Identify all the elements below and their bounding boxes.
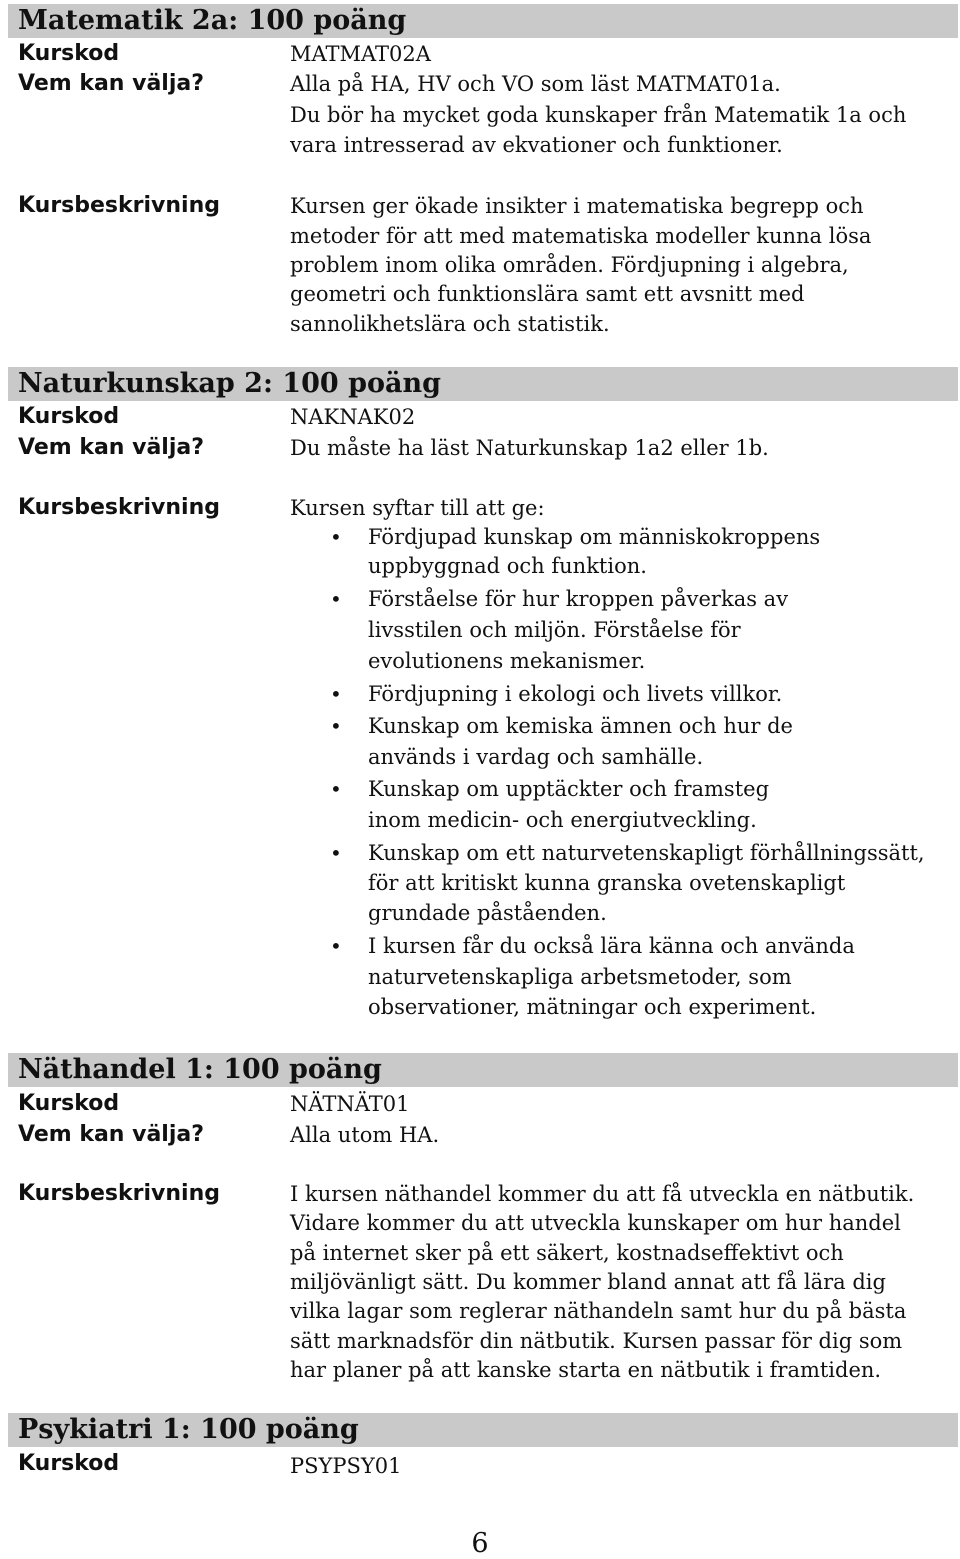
description-line: I kursen näthandel kommer du att få utveckla en nätbutik. [290,1182,915,1206]
bullet-line: Fördjupad kunskap om människokroppens [368,525,821,549]
bullet-line: evolutionens mekanismer. [368,649,646,673]
bullet-line: för att kritiskt kunna granska ovetenskapligt [368,871,846,895]
course-code-value: PSYPSY01 [290,1454,402,1478]
page-number: 6 [471,1528,489,1559]
description-line: miljövänligt sätt. Du kommer bland annat att få lära dig [290,1270,886,1294]
description-line: sätt marknadsför din nätbutik. Kursen passar för dig som [290,1329,903,1353]
kurskod-label: Kurskod [18,1091,120,1116]
bullet-line: I kursen får du också lära känna och använda [368,934,855,958]
course-title-matematik: Matematik 2a: 100 poäng [8,4,958,38]
kurskod-label: Kurskod [18,404,120,429]
course-code-value: NÄTNÄT01 [290,1092,410,1116]
bullet-icon: • [330,682,342,706]
bullet-icon: • [330,587,342,611]
who-line: Du måste ha läst Naturkunskap 1a2 eller 1b. [290,436,769,460]
bullet-line: Kunskap om ett naturvetenskapligt förhållningssätt, [368,841,925,865]
vem-kan-valja-label: Vem kan välja? [18,71,205,96]
description-line: har planer på att kanske starta en nätbutik i framtiden. [290,1358,882,1382]
bullet-line: används i vardag och samhälle. [368,745,704,769]
description-line: metoder för att med matematiska modeller kunna lösa [290,224,872,248]
kurskod-label: Kurskod [18,41,120,66]
kurskod-label: Kurskod [18,1451,120,1476]
description-line: geometri och funktionslära samt ett avsnitt med [290,282,805,306]
kursbeskrivning-label: Kursbeskrivning [18,1181,221,1206]
kursbeskrivning-label: Kursbeskrivning [18,495,221,520]
course-code-value: NAKNAK02 [290,405,416,429]
bullet-icon: • [330,934,342,958]
course-code-value: MATMAT02A [290,42,431,66]
description-line: Vidare kommer du att utveckla kunskaper om hur handel [290,1211,901,1235]
description-line: vilka lagar som reglerar näthandeln samt hur du på bästa [290,1299,907,1323]
bullet-line: naturvetenskapliga arbetsmetoder, som [368,965,792,989]
description-line: problem inom olika områden. Fördjupning i algebra, [290,253,849,277]
bullet-line: uppbyggnad och funktion. [368,554,647,578]
bullet-line: Förståelse för hur kroppen påverkas av [368,587,789,611]
who-line: Alla på HA, HV och VO som läst MATMAT01a. [290,72,781,96]
course-title-naturkunskap: Naturkunskap 2: 100 poäng [8,367,958,401]
who-line: vara intresserad av ekvationer och funktioner. [290,133,783,157]
bullet-line: livsstilen och miljön. Förståelse för [368,618,741,642]
who-line: Du bör ha mycket goda kunskaper från Matematik 1a och [290,103,907,127]
bullet-line: grundade påståenden. [368,901,607,925]
description-intro: Kursen syftar till att ge: [290,496,545,520]
bullet-icon: • [330,714,342,738]
course-title-nathandel: Näthandel 1: 100 poäng [8,1053,958,1087]
bullet-line: Kunskap om upptäckter och framsteg [368,777,770,801]
bullet-line: Fördjupning i ekologi och livets villkor. [368,682,783,706]
bullet-icon: • [330,525,342,549]
bullet-line: inom medicin- och energiutveckling. [368,808,757,832]
description-line: Kursen ger ökade insikter i matematiska begrepp och [290,194,864,218]
bullet-line: observationer, mätningar och experiment. [368,995,817,1019]
vem-kan-valja-label: Vem kan välja? [18,1122,205,1147]
vem-kan-valja-label: Vem kan välja? [18,435,205,460]
description-line: sannolikhetslära och statistik. [290,312,610,336]
bullet-line: Kunskap om kemiska ämnen och hur de [368,714,793,738]
kursbeskrivning-label: Kursbeskrivning [18,193,221,218]
bullet-icon: • [330,841,342,865]
description-line: på internet sker på ett säkert, kostnadseffektivt och [290,1241,844,1265]
bullet-icon: • [330,777,342,801]
who-line: Alla utom HA. [290,1123,440,1147]
course-title-psykiatri: Psykiatri 1: 100 poäng [8,1413,958,1447]
